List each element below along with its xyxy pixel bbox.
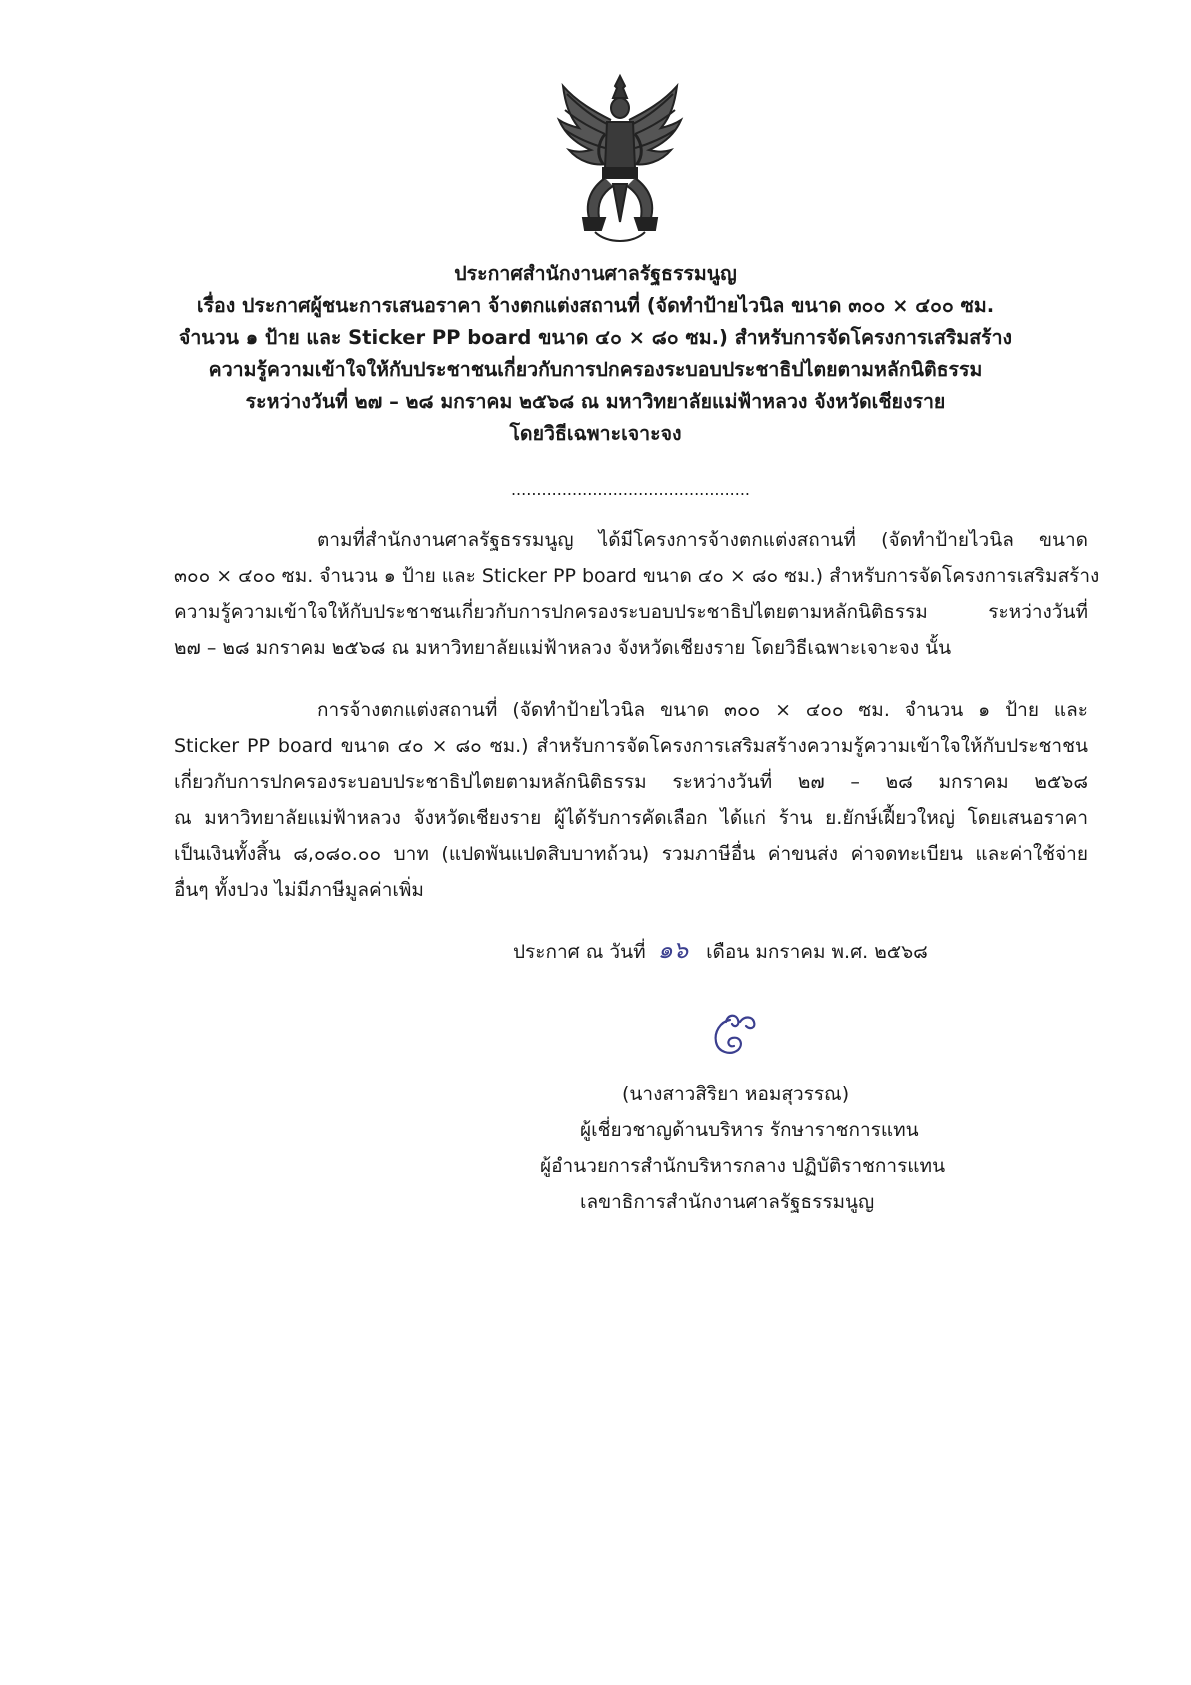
- body-paragraph-1: [174, 522, 1100, 666]
- header-subject-line: จำนวน ๑ ป้าย และ Sticker PP board ขนาด ๔๐ × ๘๐ ซม.) สำหรับการจัดโครงการเสริมสร้าง: [178, 326, 1013, 349]
- signer-name: (นางสาวสิริยา หอมสุวรรณ): [622, 1083, 850, 1105]
- header-subject-line: ระหว่างวันที่ ๒๗ – ๒๘ มกราคม ๒๕๖๘ ณ มหาวิทยาลัยแม่ฟ้าหลวง จังหวัดเชียงราย: [245, 390, 946, 413]
- separator-line: ...............................................: [510, 480, 751, 499]
- paragraph-line: ๒๗ – ๒๘ มกราคม ๒๕๖๘ ณ มหาวิทยาลัยแม่ฟ้าหลวง จังหวัดเชียงราย โดยวิธีเฉพาะเจาะจง นั้น: [174, 637, 952, 659]
- garuda-emblem-icon: [555, 72, 685, 247]
- handwritten-day: ๑๖: [657, 936, 689, 964]
- paragraph-line: ความรู้ความเข้าใจให้กับประชาชนเกี่ยวกับการปกครองระบอบประชาธิปไตยตามหลักนิติธรรม ระหว่างวันที่: [174, 601, 1088, 623]
- signer-title: ผู้เชี่ยวชาญด้านบริหาร รักษาราชการแทน: [580, 1119, 919, 1141]
- paragraph-line: ตามที่สำนักงานศาลรัฐธรรมนูญ ได้มีโครงการจ้างตกแต่งสถานที่ (จัดทำป้ายไวนิล ขนาด: [317, 529, 1088, 551]
- signer-title: ผู้อำนวยการสำนักบริหารกลาง ปฏิบัติราชการแทน: [540, 1155, 946, 1177]
- paragraph-line: เกี่ยวกับการปกครองระบอบประชาธิปไตยตามหลักนิติธรรม ระหว่างวันที่ ๒๗ – ๒๘ มกราคม ๒๕๖๘: [174, 771, 1088, 793]
- paragraph-line: การจ้างตกแต่งสถานที่ (จัดทำป้ายไวนิล ขนาด ๓๐๐ × ๔๐๐ ซม. จำนวน ๑ ป้าย และ: [317, 699, 1088, 721]
- header-method: โดยวิธีเฉพาะเจาะจง: [509, 422, 682, 445]
- signer-title: เลขาธิการสำนักงานศาลรัฐธรรมนูญ: [580, 1191, 875, 1213]
- paragraph-line: อื่นๆ ทั้งปวง ไม่มีภาษีมูลค่าเพิ่ม: [174, 879, 424, 901]
- paragraph-line: ๓๐๐ × ๔๐๐ ซม. จำนวน ๑ ป้าย และ Sticker PP board ขนาด ๔๐ × ๘๐ ซม.) สำหรับการจัดโครงการเสริมสร้าง: [174, 565, 1100, 587]
- header-subject-line: เรื่อง ประกาศผู้ชนะการเสนอราคา จ้างตกแต่งสถานที่ (จัดทำป้ายไวนิล ขนาด ๓๐๐ × ๔๐๐ ซม.: [196, 294, 995, 317]
- signer-block: [540, 1076, 980, 1220]
- announcement-date: [513, 930, 928, 969]
- paragraph-line: Sticker PP board ขนาด ๔๐ × ๘๐ ซม.) สำหรับการจัดโครงการเสริมสร้างความรู้ความเข้าใจให้กับประชาชน: [174, 735, 1088, 757]
- date-suffix: เดือน มกราคม พ.ศ. ๒๕๖๘: [706, 941, 928, 963]
- paragraph-line: เป็นเงินทั้งสิ้น ๘,๐๘๐.๐๐ บาท (แปดพันแปดสิบบาทถ้วน) รวมภาษีอื่น ค่าขนส่ง ค่าจดทะเบียน และค่าใช้จ่าย: [174, 843, 1088, 865]
- header-subject-line: ความรู้ความเข้าใจให้กับประชาชนเกี่ยวกับการปกครองระบอบประชาธิปไตยตามหลักนิติธรรม: [208, 358, 983, 381]
- header-title: ประกาศสำนักงานศาลรัฐธรรมนูญ: [454, 262, 737, 285]
- body-paragraph-2: [174, 692, 1088, 908]
- announcement-header: [170, 258, 1021, 450]
- date-prefix: ประกาศ ณ วันที่: [513, 941, 646, 963]
- paragraph-line: ณ มหาวิทยาลัยแม่ฟ้าหลวง จังหวัดเชียงราย ผู้ได้รับการคัดเลือก ได้แก่ ร้าน ย.ยักษ์เฝี้ยวใหญ่ โดยเสนอราคา: [174, 807, 1088, 829]
- handwritten-signature: [700, 1008, 760, 1068]
